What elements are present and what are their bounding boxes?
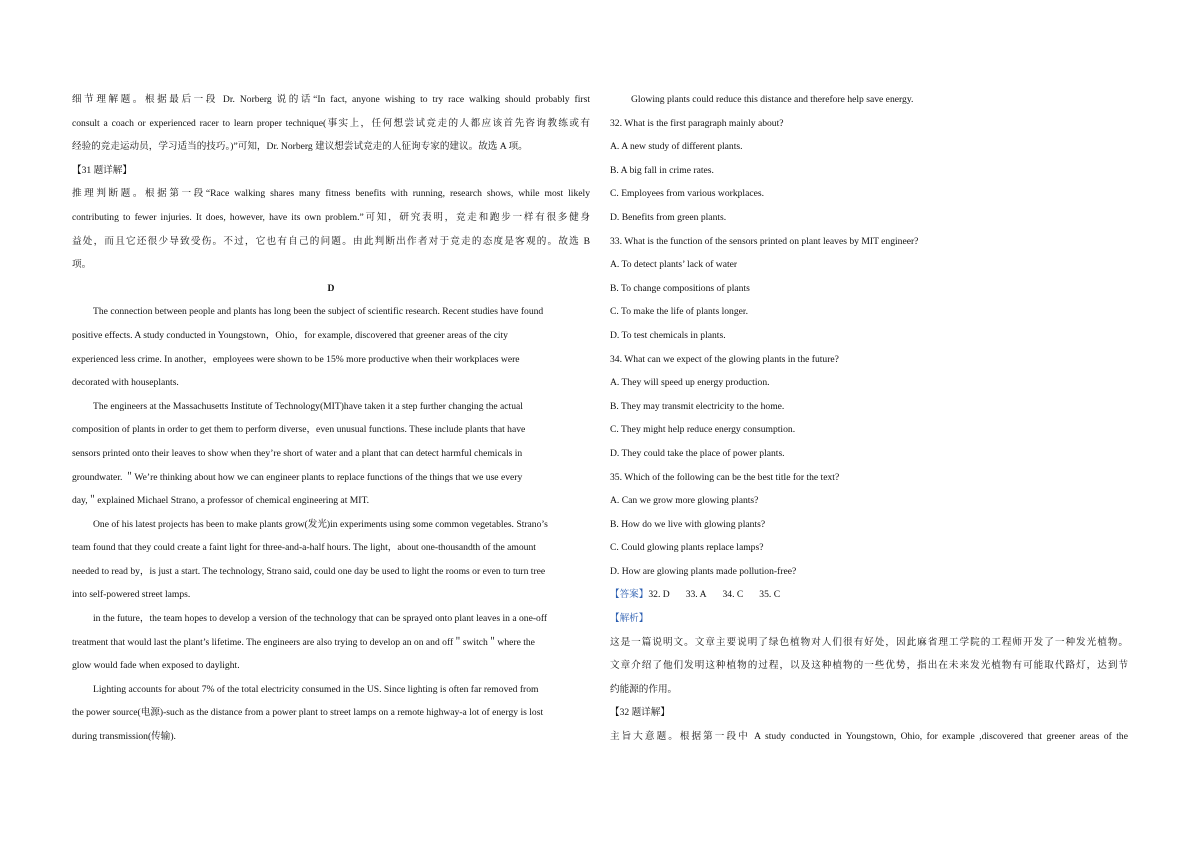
answer-33: 33. A — [685, 589, 707, 601]
paragraph-line: decorated with houseplants. — [72, 377, 179, 389]
answer-34: 34. C — [722, 589, 744, 601]
text-line: 细节理解题。根据最后一段 Dr. Norberg 说的话“In fact, anyone wishing to try race walking should probably first — [72, 94, 590, 105]
option-d: D. Benefits from green plants. — [610, 211, 727, 223]
option-a: A. Can we grow more glowing plants? — [610, 495, 759, 507]
question-33: 33. What is the function of the sensors printed on plant leaves by MIT engineer? — [610, 235, 919, 247]
paragraph-line: during transmission(传输). — [72, 731, 176, 743]
paragraph-line: in the future，the team hopes to develop a version of the technology that can be sprayed onto plant leaves in a one-off — [93, 613, 548, 625]
paragraph-line: team found that they could create a faint light for three-and-a-half hours. The light，about one-thousandth of the amount — [72, 542, 536, 554]
question-35: 35. Which of the following can be the best title for the text? — [610, 471, 840, 483]
text-line: 项。 — [72, 259, 92, 271]
option-c: C. Could glowing plants replace lamps? — [610, 542, 764, 554]
option-a: A. To detect plants’ lack of water — [610, 259, 738, 271]
paragraph-line: treatment that would last the plant’s lifetime. The engineers are also trying to develop an on and off＂switch＂where the — [72, 636, 535, 648]
option-b: B. A big fall in crime rates. — [610, 164, 714, 176]
paragraph-line: day,＂explained Michael Strano, a professor of chemical engineering at MIT. — [72, 495, 370, 507]
answer-35: 35. C — [759, 589, 781, 601]
analysis-line: 这是一篇说明文。文章主要说明了绿色植物对人们很有好处，因此麻省理工学院的工程师开发了一种发光植物。 — [610, 636, 1128, 648]
text-line: 益处，而且它还很少导致受伤。不过，它也有自己的问题。由此判断出作者对于竞走的态度是客观的。故选 B — [72, 235, 590, 247]
option-b: B. To change compositions of plants — [610, 282, 750, 294]
option-d: D. To test chemicals in plants. — [610, 329, 726, 341]
section-heading-q31: 【31 题详解】 — [72, 164, 132, 176]
question-32: 32. What is the first paragraph mainly about? — [610, 117, 784, 129]
paragraph-line: sensors printed onto their leaves to show when they’re short of water and a plant that can detect harmful chemicals in — [72, 447, 523, 459]
paragraph-line: The engineers at the Massachusetts Institute of Technology(MIT)have taken it a step further changing the actual — [93, 400, 523, 412]
analysis-line: 文章介绍了他们发明这种植物的过程，以及这种植物的一些优势，指出在未来发光植物有可能取代路灯，达到节 — [610, 660, 1128, 672]
paragraph-line: needed to read by，is just a start. The technology, Strano said, could one day be used to light the rooms or even to turn tree — [72, 565, 546, 577]
section-heading-q32: 【32 题详解】 — [610, 707, 670, 719]
paragraph-line: composition of plants in order to get them to perform diverse，even unusual functions. These include plants that have — [72, 424, 526, 436]
option-b: B. How do we live with glowing plants? — [610, 518, 766, 530]
paragraph-line: positive effects. A study conducted in Youngstown，Ohio，for example, discovered that greener areas of the city — [72, 329, 508, 341]
option-d: D. They could take the place of power plants. — [610, 447, 785, 459]
question-34: 34. What can we expect of the glowing plants in the future? — [610, 353, 839, 365]
paragraph-line: the power source(电源)-such as the distance from a power plant to street lamps on a remote highway-a lot of energy is lost — [72, 707, 544, 719]
right-column — [610, 88, 1128, 749]
text-line: 经验的竞走运动员，学习适当的技巧。)”可知，Dr. Norberg 建议想尝试竞走的人征询专家的建议。故选 A 项。 — [72, 141, 528, 153]
paragraph-line: glow would fade when exposed to daylight. — [72, 660, 240, 672]
paragraph-line: One of his latest projects has been to make plants grow(发光)in experiments using some common vegetables. Strano’s — [93, 518, 548, 530]
answer-32: 32. D — [648, 589, 670, 601]
option-b: B. They may transmit electricity to the home. — [610, 400, 785, 412]
text-line: contributing to fewer injuries. It does, however, have its own problem.”可知，研究表明，竞走和跑步一样有很多健身 — [72, 211, 590, 223]
option-a: A. They will speed up energy production. — [610, 377, 770, 389]
text-line: consult a coach or experienced racer to learn proper technique(事实上，任何想尝试竞走的人都应该首先咨询教练或有 — [72, 117, 590, 129]
analysis-label: 【解析】 — [610, 613, 649, 625]
paragraph-line: into self-powered street lamps. — [72, 589, 191, 601]
option-c: C. To make the life of plants longer. — [610, 306, 748, 318]
option-d: D. How are glowing plants made pollution-free? — [610, 565, 797, 577]
paragraph-line: Glowing plants could reduce this distance and therefore help save energy. — [631, 94, 914, 105]
analysis-line: 主旨大意题。根据第一段中 A study conducted in Youngstown, Ohio, for example ,discovered that greener areas of the — [610, 731, 1128, 743]
passage-title: D — [327, 282, 335, 294]
analysis-line: 约能源的作用。 — [610, 683, 678, 695]
paragraph-line: experienced less crime. In another，employees were shown to be 15% more productive when their workplaces were — [72, 353, 520, 365]
option-c: C. Employees from various workplaces. — [610, 188, 764, 200]
answer-line — [610, 583, 1128, 607]
left-column — [72, 88, 590, 749]
paragraph-line: groundwater. ＂We’re thinking about how we can engineer plants to replace functions of the things that we use every — [72, 471, 523, 483]
option-c: C. They might help reduce energy consumption. — [610, 424, 796, 436]
option-a: A. A new study of different plants. — [610, 141, 743, 153]
paragraph-line: The connection between people and plants has long been the subject of scientific research. Recent studies have found — [93, 306, 544, 318]
text-line: 推理判断题。根据第一段“Race walking shares many fitness benefits with running, research shows, while most likely — [72, 188, 590, 200]
paragraph-line: Lighting accounts for about 7% of the total electricity consumed in the US. Since lighting is often far removed from — [93, 683, 539, 695]
answer-label: 【答案】 — [610, 589, 649, 601]
